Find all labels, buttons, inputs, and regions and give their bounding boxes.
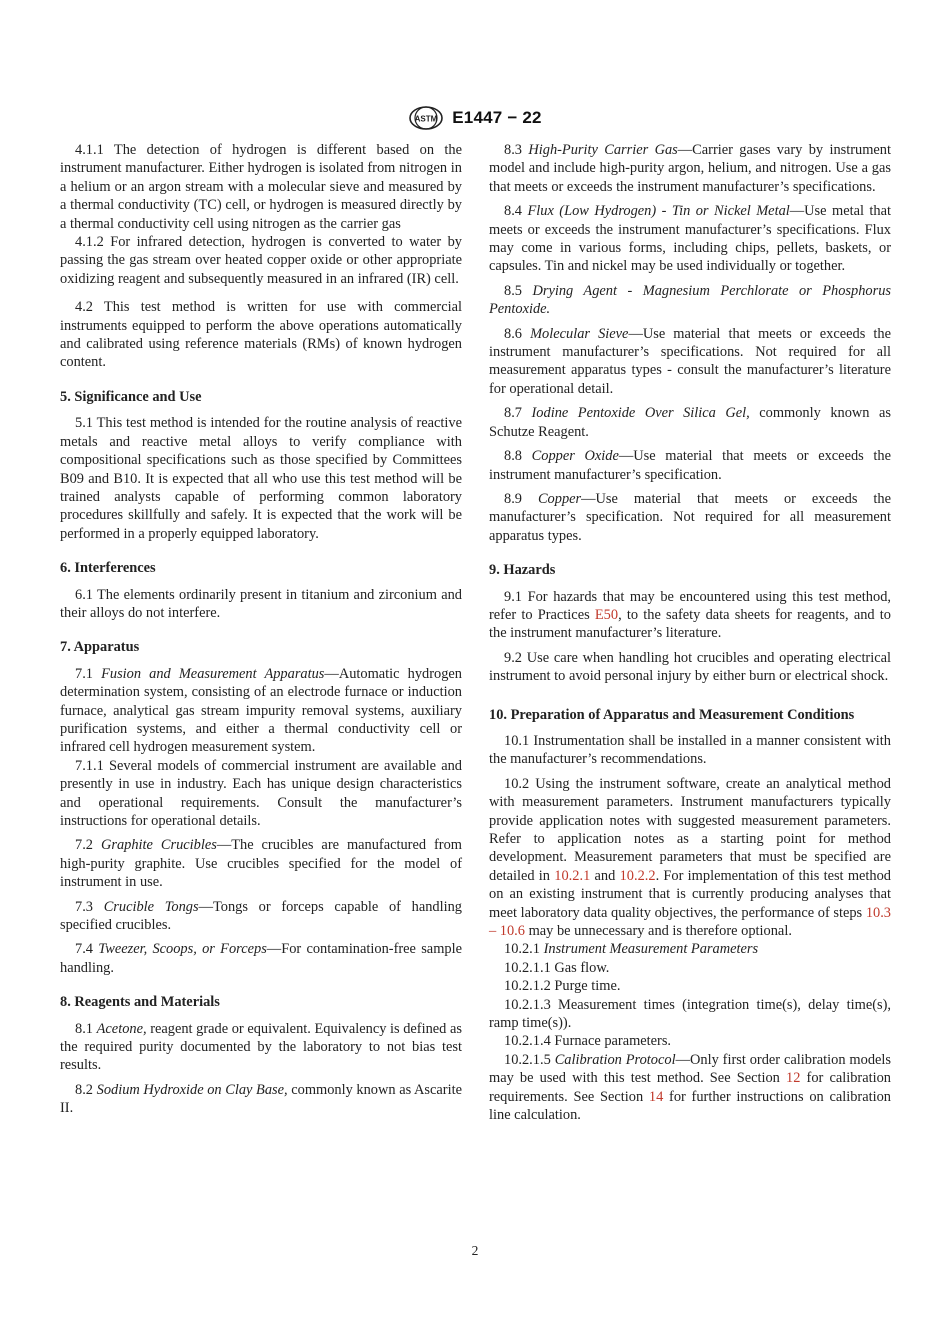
section-heading-5: 5. Significance and Use (60, 388, 202, 405)
paragraph-8-8: 8.8 Copper Oxide—Use material that meets or exceeds the instrument manufacturer’s specification. (489, 448, 891, 483)
paragraph-4-1-1: 4.1.1 The detection of hydrogen is different based on the instrument manufacturer. Either hydrogen is isolated from nitrogen in a helium or an argon stream with a molecular sieve and measured by a thermal conductivity (TC) cell, or hydrogen is measured directly by a thermal conductivity cell using nitrogen as the carrier gas (60, 142, 462, 232)
paragraph-6-1: 6.1 The elements ordinarily present in titanium and zirconium and their alloys do not interfere. (60, 586, 462, 621)
paragraph-7-1-1: 7.1.1 Several models of commercial instrument are available and presently in use in industry. Each has unique design characteristics and operational requirements. Consult the manufacturer’s instructions for operational details. (60, 757, 462, 829)
right-column (489, 141, 891, 1125)
paragraph-10-2-1: 10.2.1 Instrument Measurement Parameters (504, 941, 759, 958)
section-heading-9: 9. Hazards (489, 562, 556, 579)
reference-link-section-12[interactable]: 12 (786, 1070, 801, 1087)
paragraph-10-2-1-1: 10.2.1.1 Gas flow. (504, 959, 610, 976)
section-heading-6: 6. Interferences (60, 560, 156, 577)
paragraph-10-2: 10.2 Using the instrument software, create an analytical method with measurement parameters. Instrument manufacturers typically provide application notes with suggested measurement parameters. Refer to application notes as a starting point for method development. Measurement parameters that must be specified are detailed in 10.2.1 and 10.2.2. For implementation of this test method on an existing instrument that is currently producing analyses that meet laboratory data quality objectives, the performance of steps 10.3 – 10.6 may be unnecessary and is therefore optional. (489, 775, 891, 940)
reference-link-10-3-10-6[interactable]: 10.3 – 10.6 (489, 904, 891, 940)
reference-link-10-2-1[interactable]: 10.2.1 (554, 867, 591, 884)
svg-text:ASTM: ASTM (414, 114, 438, 124)
paragraph-10-1: 10.1 Instrumentation shall be installed in a manner consistent with the manufacturer’s recommendations. (489, 732, 891, 768)
paragraph-7-4: 7.4 Tweezer, Scoops, or Forceps—For contamination-free sample handling. (60, 941, 462, 976)
paragraph-8-2: 8.2 Sodium Hydroxide on Clay Base, commonly known as Ascarite II. (60, 1081, 462, 1117)
paragraph-10-2-1-2: 10.2.1.2 Purge time. (504, 978, 621, 995)
reference-link-section-14[interactable]: 14 (648, 1088, 664, 1105)
paragraph-7-3: 7.3 Crucible Tongs—Tongs or forceps capable of handling specified crucibles. (60, 898, 462, 934)
paragraph-4-2: 4.2 This test method is written for use with commercial instruments equipped to perform the above operations automatically and calibrated using reference materials (RMs) of known hydrogen content. (60, 299, 462, 371)
paragraph-10-2-1-4: 10.2.1.4 Furnace parameters. (504, 1033, 672, 1050)
reference-link-e50[interactable]: E50 (594, 606, 619, 623)
paragraph-8-7: 8.7 Iodine Pentoxide Over Silica Gel, commonly known as Schutze Reagent. (489, 405, 891, 440)
paragraph-9-2: 9.2 Use care when handling hot crucibles and operating electrical instrument to avoid personal injury by either burn or electrical shock. (489, 649, 891, 685)
page-header (0, 103, 950, 133)
paragraph-7-1: 7.1 Fusion and Measurement Apparatus—Automatic hydrogen determination system, consisting of an electrode furnace or induction furnace, analytical gas stream impurity removal systems, auxiliary purification systems, and either a thermal conductivity cell or infrared cell hydrogen measurement system. (60, 665, 462, 756)
paragraph-8-3: 8.3 High-Purity Carrier Gas—Carrier gases vary by instrument model and include high-purity argon, helium, and nitrogen. Use a gas that meets or exceeds the instrument manufacturer’s specifications. (489, 142, 891, 195)
left-column (60, 141, 462, 1118)
paragraph-8-4: 8.4 Flux (Low Hydrogen) - Tin or Nickel Metal—Use metal that meets or exceeds the instrument manufacturer’s specifications. Flux may come in various forms, including chips, pellets, baskets, or capsules. Tin and nickel may be used individually or together. (489, 203, 891, 275)
paragraph-7-2: 7.2 Graphite Crucibles—The crucibles are manufactured from high-purity graphite. Use crucibles specified for the model of instrument in use. (60, 837, 462, 891)
paragraph-8-9: 8.9 Copper—Use material that meets or exceeds the manufacturer’s specification. Not required for all measurement apparatus types. (489, 490, 891, 544)
document-id: E1447 − 22 (452, 108, 542, 127)
paragraph-8-6: 8.6 Molecular Sieve—Use material that meets or exceeds the instrument manufacturer’s specifications. Not required for all measurement apparatus types - consult the manufacturer’s literature for operational detail. (489, 325, 891, 397)
paragraph-8-5: 8.5 Drying Agent - Magnesium Perchlorate or Phosphorus Pentoxide. (489, 282, 891, 318)
page-number: 2 (471, 1243, 479, 1258)
section-heading-8: 8. Reagents and Materials (60, 994, 220, 1011)
paragraph-10-2-1-3: 10.2.1.3 Measurement times (integration time(s), delay time(s), ramp time(s)). (489, 996, 891, 1032)
paragraph-4-1-2: 4.1.2 For infrared detection, hydrogen is converted to water by passing the gas stream over heated copper oxide or other appropriate oxidizing reagent and subsequently measured in an infrared (IR) cell. (60, 234, 462, 287)
paragraph-9-1: 9.1 For hazards that may be encountered using this test method, refer to Practices E50, to the safety data sheets for reagents, and to the instrument manufacturer’s literature. (489, 588, 891, 642)
section-heading-7: 7. Apparatus (60, 639, 140, 656)
reference-link-10-2-2[interactable]: 10.2.2 (619, 867, 656, 884)
paragraph-10-2-1-5: 10.2.1.5 Calibration Protocol—Only first order calibration models may be used with this test method. See Section 12 for calibration requirements. See Section 14 for further instructions on calibration line calculation. (489, 1051, 891, 1124)
paragraph-5-1: 5.1 This test method is intended for the routine analysis of reactive metals and reactive metal alloys to verify compliance with compositional specifications such as those specified by Committees B09 and B10. It is expected that all who use this test method will be trained analysts capable of performing common laboratory procedures skillfully and safely. It is expected that the work will be performed in a properly equipped laboratory. (60, 415, 462, 542)
astm-logo-icon (408, 105, 444, 131)
section-heading-10: 10. Preparation of Apparatus and Measurement Conditions (489, 706, 855, 723)
paragraph-8-1: 8.1 Acetone, reagent grade or equivalent. Equivalency is defined as the required purity documented by the laboratory to not bias test results. (60, 1020, 462, 1074)
